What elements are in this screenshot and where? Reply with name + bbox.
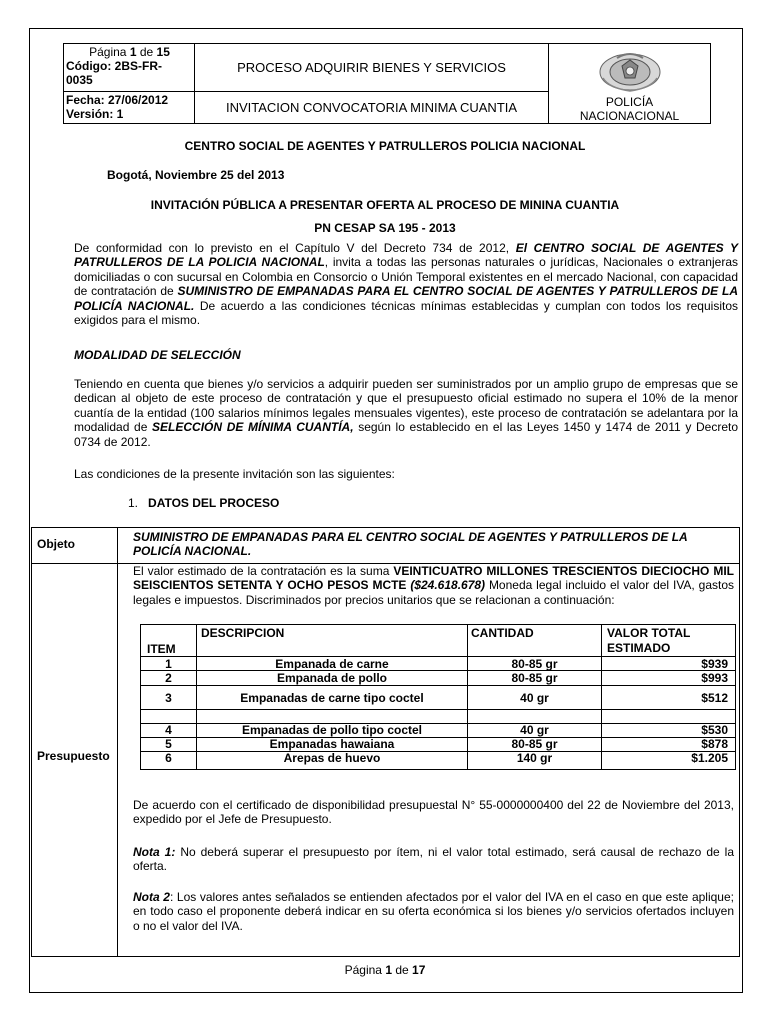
modalidad-heading: MODALIDAD DE SELECCIÓN <box>74 348 241 362</box>
items-header-valor-line1: VALOR TOTAL <box>607 626 691 640</box>
header-code-line2: 0035 <box>66 73 93 87</box>
item-number: 5 <box>165 737 172 751</box>
items-header-item: ITEM <box>147 642 176 656</box>
header-code-line1: Código: 2BS-FR- <box>66 59 162 73</box>
header-logo-block <box>549 44 710 123</box>
document-header <box>63 43 711 124</box>
header-version: Versión: 1 <box>66 107 124 121</box>
intro-paragraph: De conformidad con lo previsto en el Capítulo V del Decreto 734 de 2012, El CENTRO SOCIAL DE AGENTES Y PATRULLEROS DE LA POLICIA NACIONAL, invita a todas las personas naturales o jurídicas, Nacionales o extranjeras domiciliadas o con sucursal en Colombia en Consorcio o Unión Temporal existentes en el mercado Nacional, con capacidad de contratación de SUMINISTRO DE EMPANADAS PARA EL CENTRO SOCIAL DE AGENTES Y PATRULLEROS DE LA POLICÍA NACIONAL. De acuerdo a las condiciones técnicas mínimas establecidas y cumplan con todos los requisitos exigidos para el mismo. <box>74 241 739 328</box>
header-title-2: INVITACION CONVOCATORIA MINIMA CUANTIA <box>195 92 549 123</box>
process-code: PN CESAP SA 195 - 2013 <box>314 221 456 235</box>
item-cantidad: 40 gr <box>520 691 549 705</box>
header-title-1: PROCESO ADQUIRIR BIENES Y SERVICIOS <box>195 44 549 92</box>
items-header-valor-line2: ESTIMADO <box>607 641 671 655</box>
items-header-descripcion: DESCRIPCION <box>201 626 285 640</box>
invitation-title: INVITACIÓN PÚBLICA A PRESENTAR OFERTA AL PROCESO DE MININA CUANTIA <box>150 198 620 212</box>
item-valor: $939 <box>701 657 728 671</box>
presupuesto-label: Presupuesto <box>37 749 110 763</box>
item-descripcion: Empanadas hawaiana <box>269 737 395 751</box>
cdp-paragraph: De acuerdo con el certificado de disponibilidad presupuestal N° 55-0000000400 del 22 de Noviembre del 2013, expedido por el Jefe de Presupuesto. <box>133 798 734 827</box>
header-date: Fecha: 27/06/2012 <box>66 93 169 107</box>
items-header-cantidad: CANTIDAD <box>471 626 534 640</box>
item-number: 2 <box>165 671 172 685</box>
item-valor: $878 <box>701 737 728 751</box>
item-descripcion: Empanada de carne <box>275 657 389 671</box>
conditions-text: Las condiciones de la presente invitación son las siguientes: <box>74 467 395 481</box>
item-cantidad: 80-85 gr <box>511 737 558 751</box>
page-footer: Página 1 de 17 <box>344 963 426 977</box>
nota1-paragraph: Nota 1: No deberá superar el presupuesto por ítem, ni el valor total estimado, será causal de rechazo de la oferta. <box>133 845 734 874</box>
item-number: 3 <box>165 691 172 705</box>
item-descripcion: Empanada de pollo <box>276 671 387 685</box>
doc-heading: CENTRO SOCIAL DE AGENTES Y PATRULLEROS POLICIA NACIONAL <box>184 139 586 153</box>
item-valor: $530 <box>701 723 728 737</box>
budget-paragraph: El valor estimado de la contratación es la suma VEINTICUATRO MILLONES TRESCIENTOS DIECIOCHO MIL SEISCIENTOS SETENTA Y OCHO PESOS MCTE ($24.618.678) Moneda legal incluido el valor del IVA, gastos legales e impuestos. Discriminados por precios unitarios que se relacionan a continuación: <box>133 564 734 607</box>
item-descripcion: Empanadas de carne tipo coctel <box>240 691 424 705</box>
item-cantidad: 80-85 gr <box>511 671 558 685</box>
item-number: 6 <box>165 751 172 765</box>
item-descripcion: Empanadas de pollo tipo coctel <box>241 723 423 737</box>
item-number: 4 <box>165 723 172 737</box>
section-heading: 1. DATOS DEL PROCESO <box>128 496 280 510</box>
item-valor: $993 <box>701 671 728 685</box>
modalidad-paragraph: Teniendo en cuenta que bienes y/o servicios a adquirir pueden ser suministrados por un amplio grupo de empresas que se dedican al objeto de este proceso de contratación y que el presupuesto oficial estimado no supera el 10% de la menor cuantía de la entidad (100 salarios mínimos legales mensuales vigentes), este proceso de contratación se adelantara por la modalidad de SELECCIÓN DE MÍNIMA CUANTÍA, según lo establecido en el las Leyes 1450 y 1474 de 2011 y Decreto 0734 de 2012. <box>74 377 739 449</box>
item-cantidad: 140 gr <box>516 751 553 765</box>
objeto-text: SUMINISTRO DE EMPANADAS PARA EL CENTRO SOCIAL DE AGENTES Y PATRULLEROS DE LA POLICÍA NACIONAL. <box>133 530 688 559</box>
item-valor: $512 <box>701 691 728 705</box>
header-page-indicator: Página 1 de 15 <box>89 45 170 59</box>
item-number: 1 <box>165 657 172 671</box>
police-seal-icon <box>595 48 665 94</box>
header-meta <box>64 44 195 123</box>
item-valor: $1.205 <box>691 751 728 765</box>
item-cantidad: 80-85 gr <box>511 657 558 671</box>
items-table <box>140 624 736 770</box>
header-org-line2: NACIONACIONAL <box>579 109 680 123</box>
item-cantidad: 40 gr <box>520 723 549 737</box>
item-descripcion: Arepas de huevo <box>283 751 381 765</box>
objeto-label: Objeto <box>37 537 75 551</box>
nota2-paragraph: Nota 2: Los valores antes señalados se entienden afectados por el valor del IVA en el caso en que este aplique; en todo caso el proponente deberá indicar en su oferta económica si los bienes y/o servicios ofertados incluyen o no el valor del IVA. <box>133 890 734 933</box>
header-org-line1: POLICÍA <box>605 95 654 109</box>
place-date: Bogotá, Noviembre 25 del 2013 <box>107 168 285 182</box>
